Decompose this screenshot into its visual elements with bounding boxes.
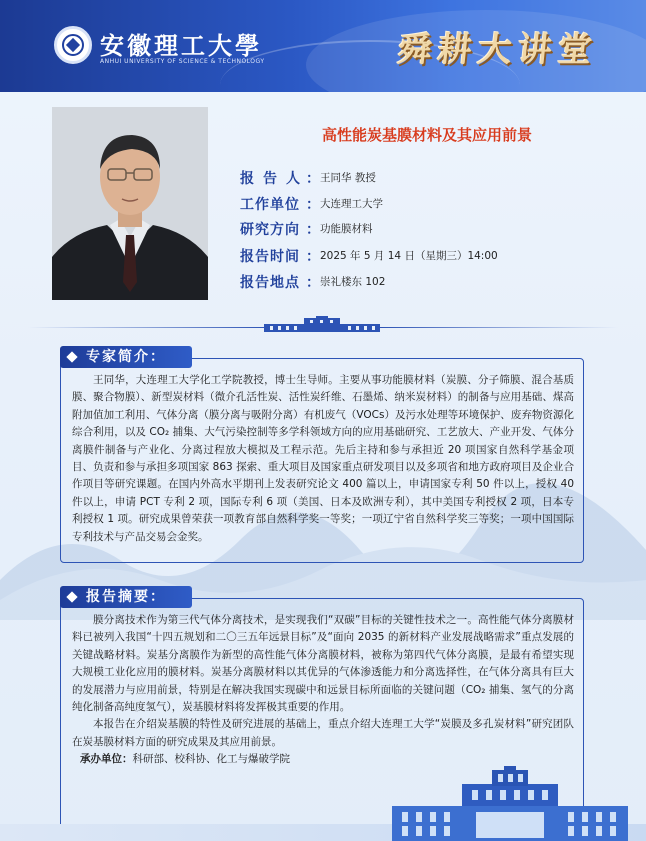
unit-value: 大连理工大学 [320, 198, 383, 210]
bio-text-block [72, 372, 574, 558]
colon: ： [306, 249, 320, 265]
university-name-en: ANHUI UNIVERSITY OF SCIENCE & TECHNOLOGY [100, 58, 265, 65]
info-row-time [240, 246, 600, 268]
speaker-photo [52, 107, 208, 300]
place-label: 报告地点 [240, 275, 300, 291]
banner-title: 舜耕大讲堂 [395, 30, 600, 70]
time-label: 报告时间 [240, 249, 300, 265]
bio-heading: 专家简介： [60, 346, 192, 368]
building-divider-icon [264, 316, 380, 332]
campus-building-icon [392, 766, 628, 841]
colon: ： [306, 275, 320, 291]
colon: ： [306, 197, 320, 213]
unit-label: 工作单位 [240, 197, 300, 213]
field-label: 研究方向 [240, 222, 300, 238]
colon: ： [306, 222, 320, 238]
talk-title: 高性能炭基膜材料及其应用前景 [321, 126, 532, 144]
abstract-paragraph-2: 本报告在介绍炭基膜的特性及研究进展的基础上，重点介绍大连理工大学“炭膜及多孔炭材料”研究团队在炭基膜材料方面的研究成果及其应用前景。 [72, 718, 574, 748]
university-name: 安徽理工大學 [100, 31, 262, 60]
place-value: 崇礼楼东 102 [320, 276, 386, 288]
info-row-place [240, 272, 600, 294]
time-value: 2025 年 5 月 14 日（星期三）14:00 [320, 250, 498, 262]
bio-text: 王同华，大连理工大学化工学院教授，博士生导师。主要从事功能膜材料（炭膜、分子筛膜、混合基质膜、聚合物膜）、新型炭材料（微介孔活性炭、活性炭纤维、石墨烯、纳米炭材料）的制备与应用基础、煤高附加值加工利用、气体分离（膜分离与吸附分离）有机废气（VOCs）及污水处理等环境保护、废弃物资源化综合利用，以及 CO₂ 捕集、大气污染控制等多学科领域方向的应用基础研究、工艺放大、产业开发、气体分离膜件制备与产业化、分离过程放大模拟及工程示范。先后主持和参与承担近 20 项国家自然科学基金项目、负责和参与承担多项国家 863 探索、重大项目及国家重点研发项目以及多项省和地方政府项目及企业合作项目等研究课题。在国内外高水平期刊上发表研究论文 400 篇以上，申请国家专利 50 件以上，授权 40 件以上，申请 PCT 专利 2 项，国际专利 6 项（美国、日本及欧洲专利），其中美国专利授权 2 项，日本专利授权 1 项。研究成果曾荣获一项教育部自然科学奖一等奖；一项辽宁省自然科学奖三等奖；一项中国国际专利技术与产品交易会金奖。 [72, 374, 574, 543]
organizer-value: 科研部、校科协、化工与爆破学院 [132, 753, 290, 766]
speaker-label: 报告人 [240, 171, 309, 187]
header-banner [0, 0, 646, 92]
abstract-paragraph-1: 膜分离技术作为第三代气体分离技术，是实现我们“双碳”目标的关键性技术之一。高性能气体分离膜材料已被列入我国“十四五规划和二〇三五年远景目标”及“面向 2035 的新材料产业发展战略需求”重点发展的关键战略材料。炭基分离膜作为新型的高性能气体分离膜材料，被称为第四代气体分离膜，是最有希望实现大规模工业化应用的膜材料。炭基分离膜材料以其优异的气体渗透能力和分离选择性，在气体分离具有巨大的发展潜力与应用前景，特别是在解决我国实现碳中和远景目标所面临的关键问题（CO₂ 捕集、氢气的分离纯化制备高纯度氢气），炭基膜材料将发挥极其重要的作用。 [72, 614, 574, 714]
info-row-speaker [240, 168, 600, 190]
field-value: 功能膜材料 [320, 223, 373, 235]
organizer-label: 承办单位： [80, 753, 133, 766]
abstract-heading: 报告摘要： [60, 586, 192, 608]
speaker-value: 王同华 教授 [320, 172, 376, 184]
colon: ： [306, 171, 320, 187]
info-row-field [240, 219, 600, 241]
info-row-unit [240, 194, 600, 216]
university-logo-icon [54, 26, 92, 64]
